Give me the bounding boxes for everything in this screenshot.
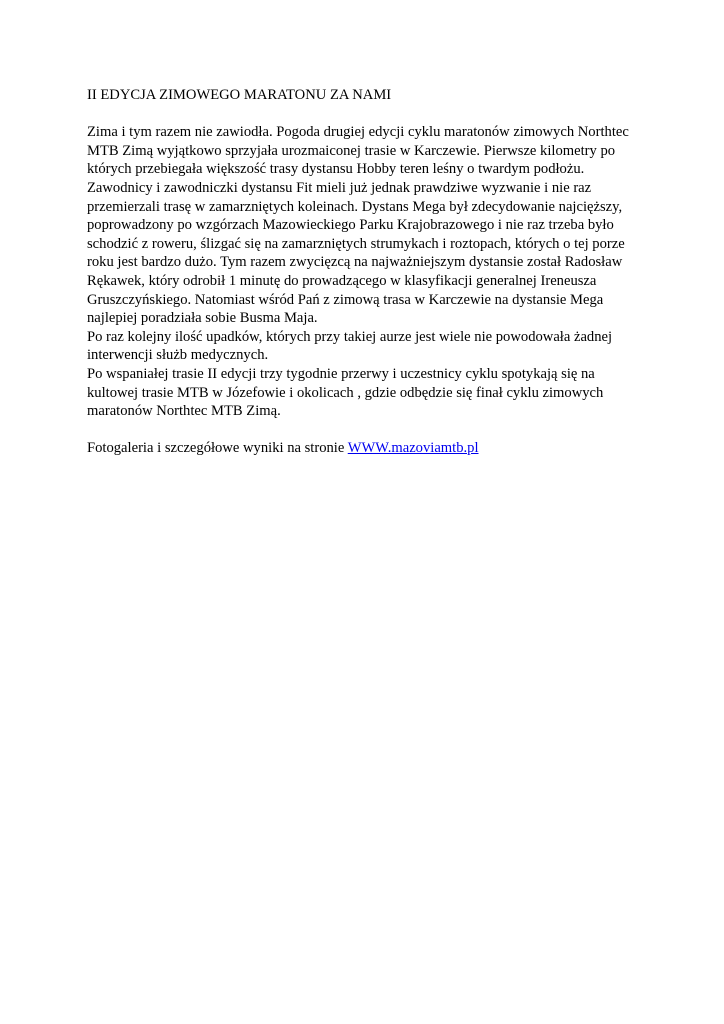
paragraph-race-report <box>87 123 647 328</box>
paragraph-spacer <box>87 421 647 440</box>
paragraph-injuries <box>87 328 647 365</box>
text-line: Po raz kolejny ilość upadków, których przy takiej aurze jest wiele nie powodowała żadnej <box>87 328 613 345</box>
gallery-text: Fotogaleria i szczegółowe wyniki na stronie <box>87 440 348 457</box>
text-line: poprowadzony po wzgórzach Mazowieckiego Parku Krajobrazowego i nie raz trzeba było <box>87 217 614 234</box>
text-line: których przebiegała większość trasy dystansu Hobby teren leśny o twardym podłożu. <box>87 161 585 178</box>
results-website-link[interactable]: WWW.mazoviamtb.pl <box>347 440 479 457</box>
text-line: Zima i tym razem nie zawiodła. Pogoda drugiej edycji cyklu maratonów zimowych Northtec <box>87 124 629 141</box>
text-line: najlepiej poradziała sobie Busma Maja. <box>87 310 318 327</box>
paragraph-gallery <box>87 439 647 458</box>
text-line: MTB Zimą wyjątkowo sprzyjała urozmaiconej trasie w Karczewie. Pierwsze kilometry po <box>87 142 616 159</box>
text-line: schodzić z roweru, ślizgać się na zamarzniętych strumykach i roztopach, których o tej porze <box>87 235 625 252</box>
document-page <box>87 86 647 458</box>
text-line: kultowej trasie MTB w Józefowie i okolicach , gdzie odbędzie się finał cyklu zimowych <box>87 384 604 401</box>
text-line: Gruszczyńskiego. Natomiast wśród Pań z zimową trasa w Karczewie na dystansie Mega <box>87 291 604 308</box>
text-line: Zawodnicy i zawodniczki dystansu Fit mieli już jednak prawdziwe wyzwanie i nie raz <box>87 179 592 196</box>
text-line: Po wspaniałej trasie II edycji trzy tygodnie przerwy i uczestnicy cyklu spotykają się na <box>87 365 595 382</box>
text-line: roku jest bardzo dużo. Tym razem zwycięzcą na najważniejszym dystansie został Radosław <box>87 254 623 271</box>
text-line: przemierzali trasę w zamarzniętych koleinach. Dystans Mega był zdecydowanie najcięższy, <box>87 198 623 215</box>
text-line: maratonów Northtec MTB Zimą. <box>87 403 281 420</box>
paragraph-next-edition <box>87 365 647 421</box>
document-title: II EDYCJA ZIMOWEGO MARATONU ZA NAMI <box>87 87 392 103</box>
text-line: Rękawek, który odrobił 1 minutę do prowadzącego w klasyfikacji generalnej Ireneusza <box>87 272 597 289</box>
gallery-line <box>87 439 647 458</box>
text-line: interwencji służb medycznych. <box>87 347 269 364</box>
